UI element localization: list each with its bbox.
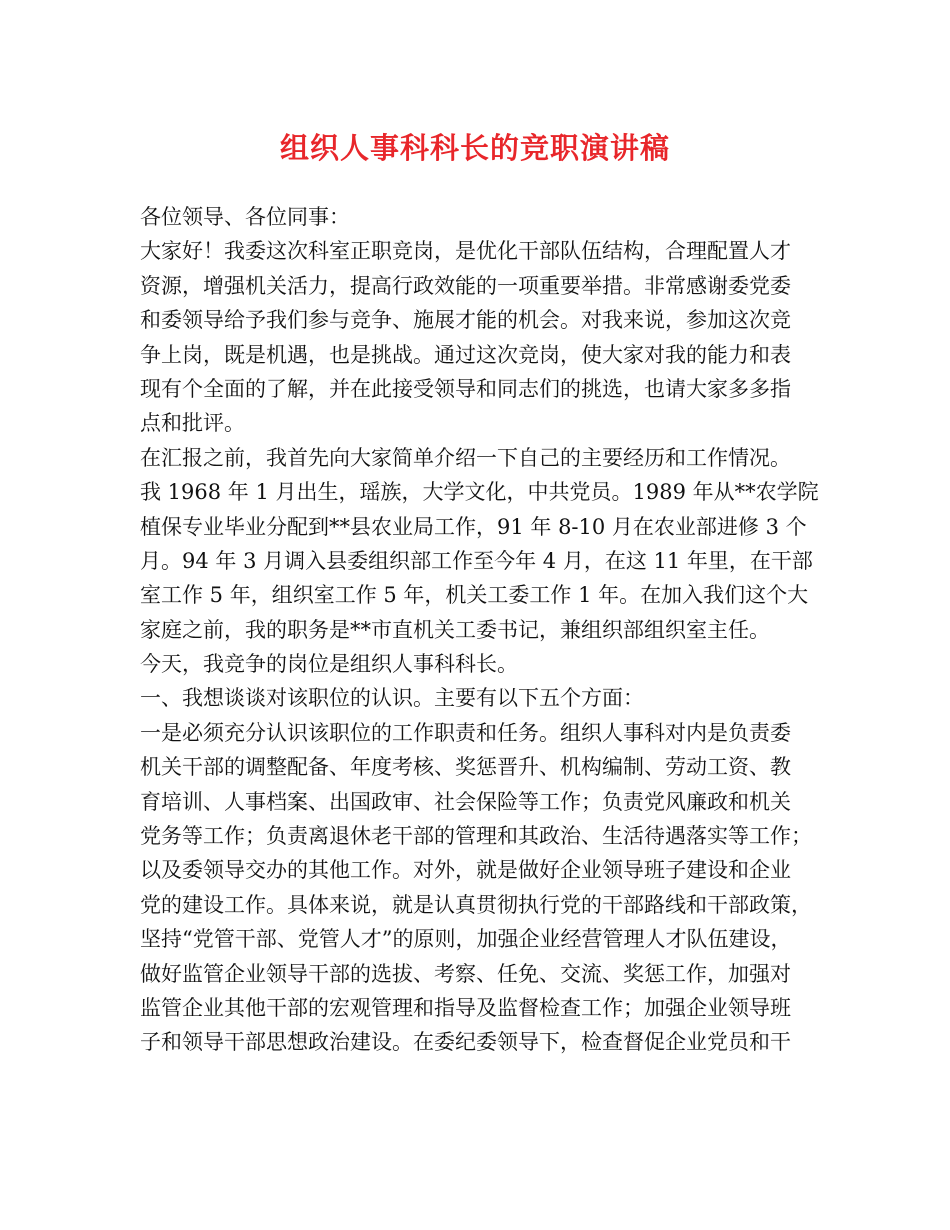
paragraph-line: 今天，我竞争的岗位是组织人事科科长。 [140,652,518,677]
document-body [140,200,830,1060]
paragraph-line: 做好监管企业领导干部的选拔、考察、任免、交流、奖惩工作，加强对 [140,961,791,986]
paragraph-line: 子和领导干部思想政治建设。在委纪委领导下，检查督促企业党员和干 [140,1030,791,1055]
paragraph-line: 资源，增强机关活力，提高行政效能的一项重要举措。非常感谢委党委 [140,273,791,298]
paragraph-line: 点和批评。 [140,411,245,436]
paragraph-line: 坚持“党管干部、党管人才”的原则，加强企业经营管理人才队伍建设， [140,927,792,952]
paragraph-line: 以及委领导交办的其他工作。对外，就是做好企业领导班子建设和企业 [140,858,791,883]
paragraph-line: 监管企业其他干部的宏观管理和指导及监督检查工作；加强企业领导班 [140,995,791,1020]
paragraph-line: 现有个全面的了解，并在此接受领导和同志们的挑选，也请大家多多指 [140,376,791,401]
paragraph-line: 室工作 5 年，组织室工作 5 年，机关工委工作 1 年。在加入我们这个大 [140,583,809,608]
paragraph-line: 育培训、人事档案、出国政审、社会保险等工作；负责党风廉政和机关 [140,789,791,814]
paragraph-line: 一是必须充分认识该职位的工作职责和任务。组织人事科对内是负责委 [140,720,791,745]
paragraph-line: 一、我想谈谈对该职位的认识。主要有以下五个方面： [140,686,644,711]
paragraph-line: 各位领导、各位同事： [140,205,350,229]
paragraph-line: 大家好！我委这次科室正职竞岗，是优化干部队伍结构，合理配置人才 [140,239,791,264]
paragraph-line: 争上岗，既是机遇，也是挑战。通过这次竞岗，使大家对我的能力和表 [140,342,791,367]
paragraph-line: 和委领导给予我们参与竞争、施展才能的机会。对我来说，参加这次竞 [140,308,791,333]
paragraph-line: 月。94 年 3 月调入县委组织部工作至今年 4 月，在这 11 年里，在干部 [140,548,813,573]
document-title: 组织人事科科长的竞职演讲稿 [279,131,670,165]
paragraph-line: 我 1968 年 1 月出生，瑶族，大学文化，中共党员。1989 年从**农学院 [140,480,819,505]
paragraph-line: 家庭之前，我的职务是**市直机关工委书记，兼组织部组织室主任。 [140,617,770,642]
paragraph-line: 党务等工作；负责离退休老干部的管理和其政治、生活待遇落实等工作； [140,824,812,849]
paragraph-line: 党的建设工作。具体来说，就是认真贯彻执行党的干部路线和干部政策， [140,892,812,917]
paragraph-line: 植保专业毕业分配到**县农业局工作，91 年 8-10 月在农业部进修 3 个 [140,514,807,539]
paragraph-line: 在汇报之前，我首先向大家简单介绍一下自己的主要经历和工作情况。 [140,445,791,470]
paragraph-line: 机关干部的调整配备、年度考核、奖惩晋升、机构编制、劳动工资、教 [140,755,791,780]
